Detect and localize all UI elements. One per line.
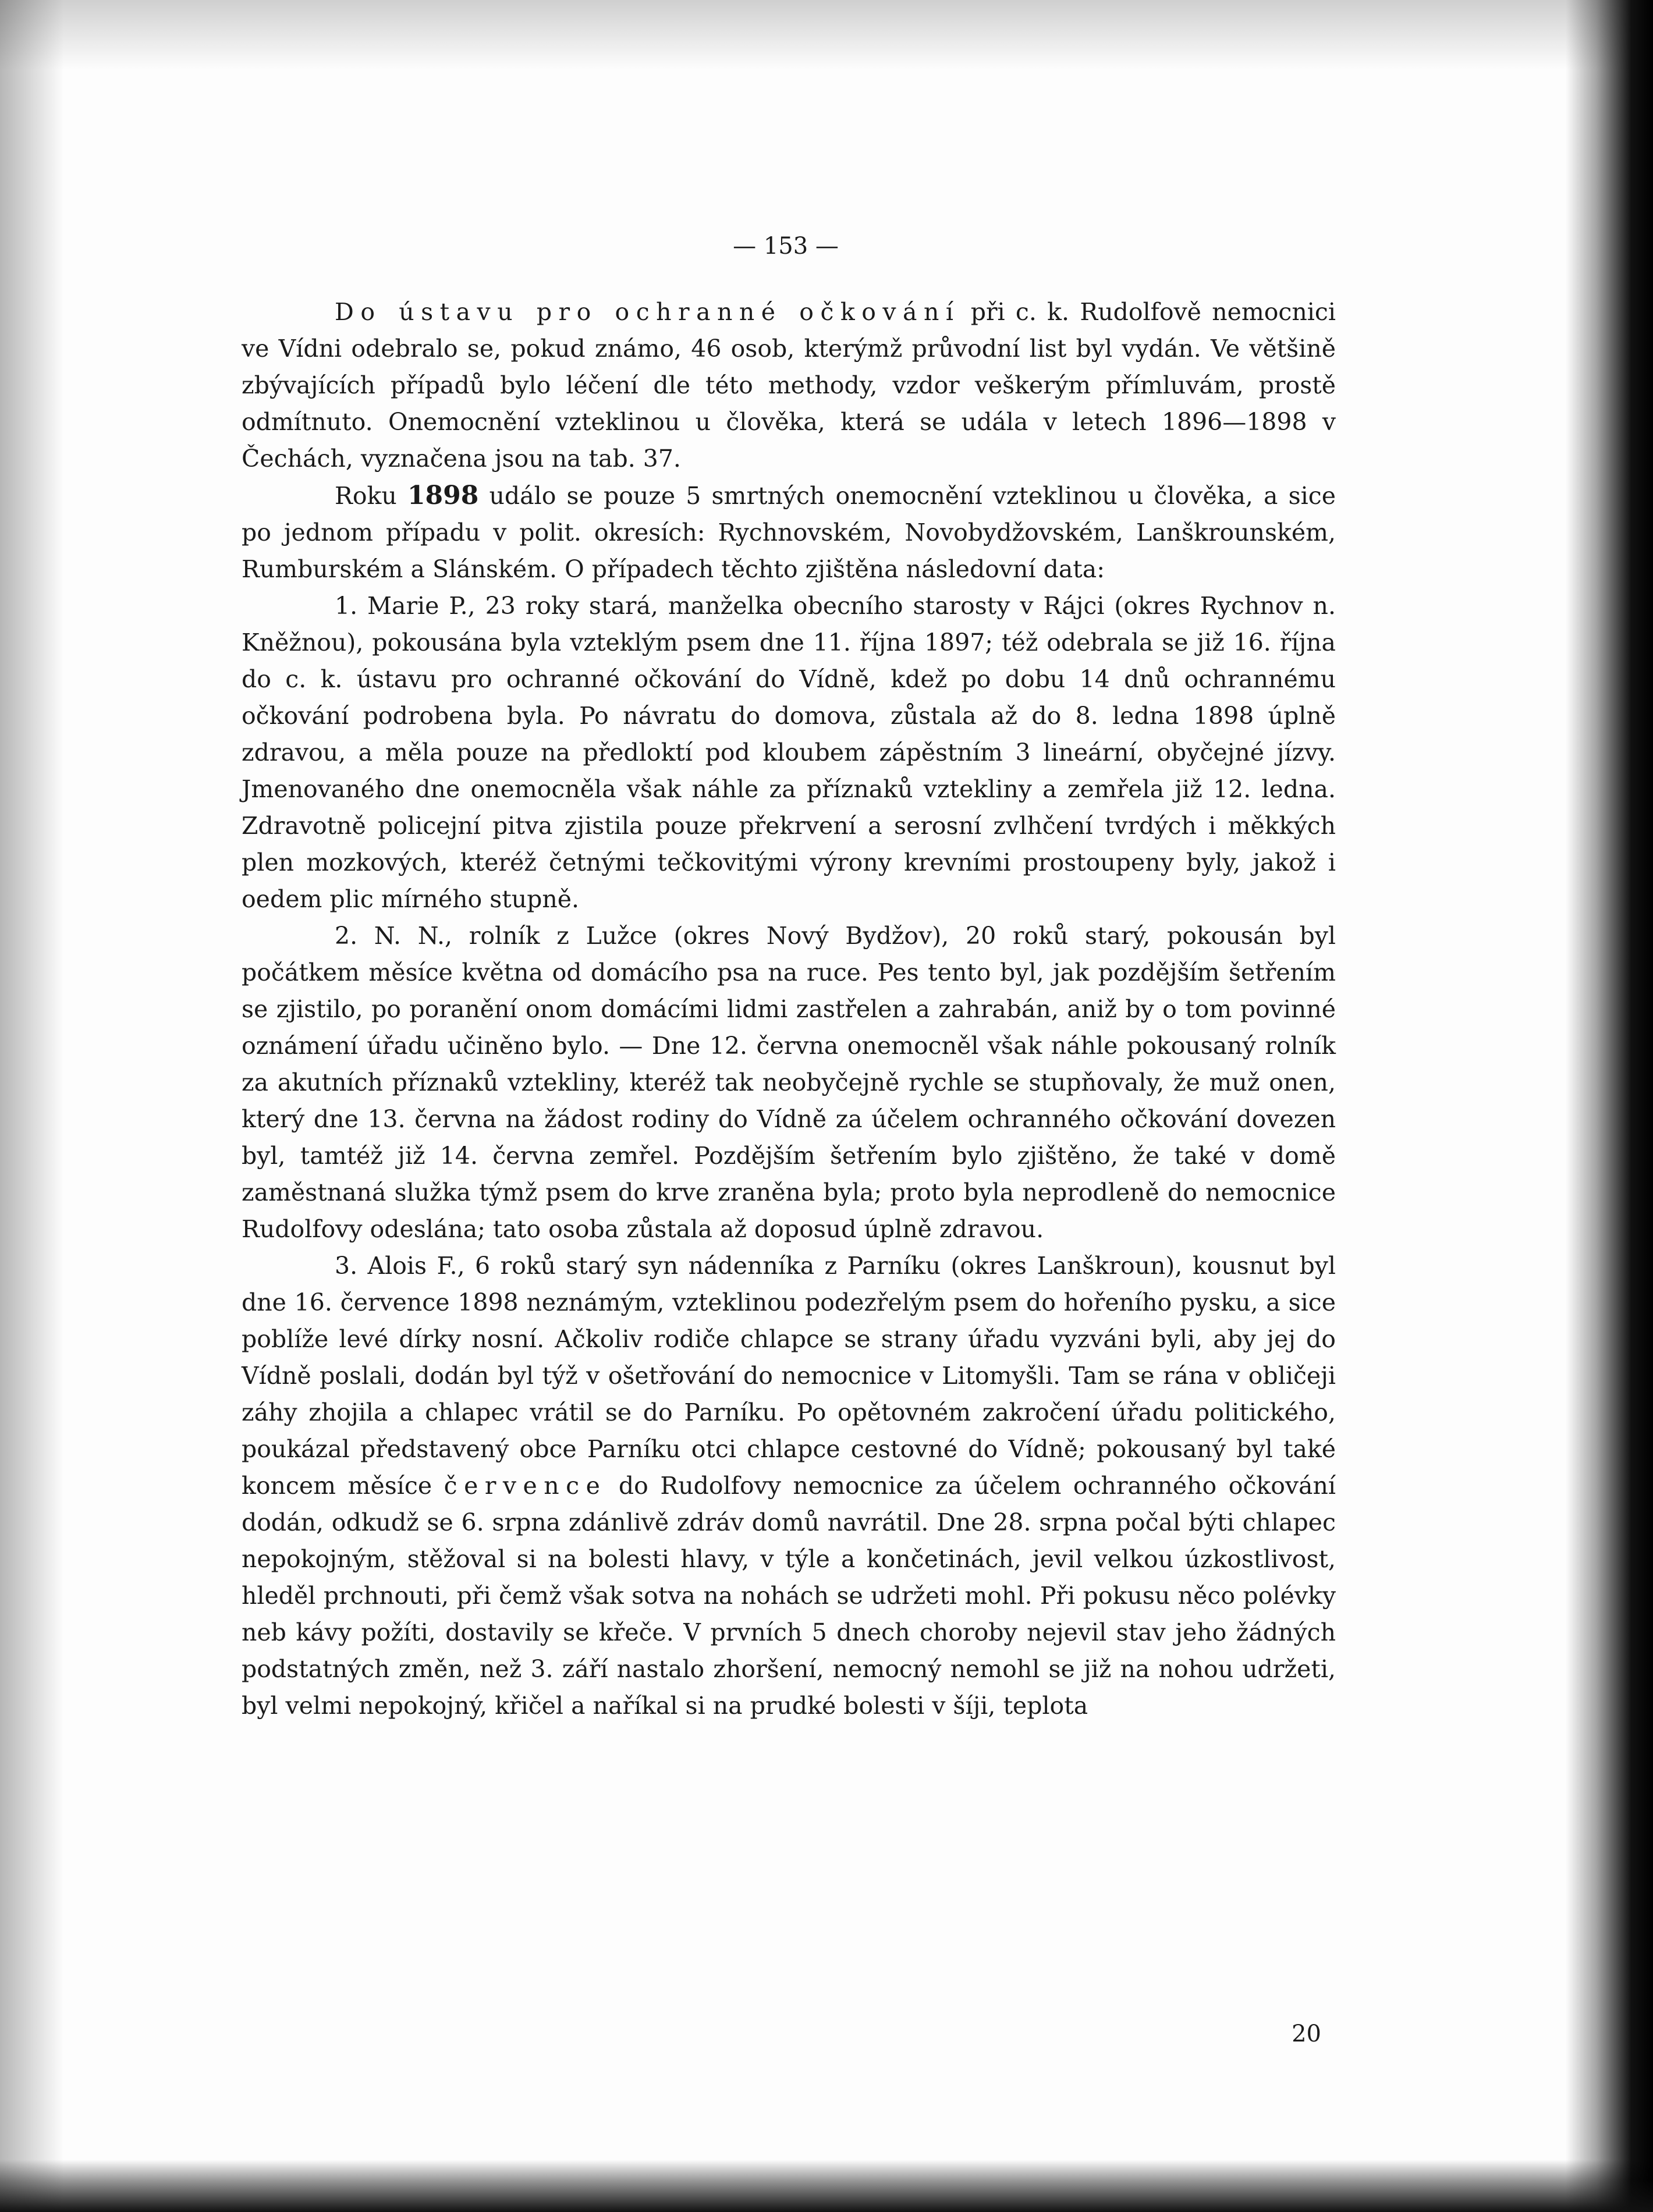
- paragraph-text: při c. k. Rudolfově nemocnici ve Vídni odebralo se, pokud známo, 46 osob, kterýmž průvodní list byl vydán. Ve většině zbývajících případů bylo léčení dle této methody, vzdor veškerým přímluvám, prostě odmítnuto. Onemocnění vzteklinou u člověka, která se udála v letech 1896—1898 v Čechách, vyznačena jsou na tab. 37.: [242, 298, 1336, 473]
- paragraph-case-3: [242, 1248, 1336, 1724]
- scan-shadow-bottom: [0, 2160, 1653, 2212]
- paragraph-case-1: 1. Marie P., 23 roky stará, manželka obecního starosty v Rájci (okres Rychnov n. Kněžnou), pokousána byla vzteklým psem dne 11. října 1897; též odebrala se již 16. října do c. k. ústavu pro ochranné očkování do Vídně, kdež po dobu 14 dnů ochrannému očkování podrobena byla. Po návratu do domova, zůstala až do 8. ledna 1898 úplně zdravou, a měla pouze na předloktí pod kloubem zápěstním 3 lineární, obyčejné jízvy. Jmenovaného dne onemocněla však náhle za příznaků vztekliny a zemřela již 12. ledna. Zdravotně policejní pitva zjistila pouze překrvení a serosní zvlhčení tvrdých i měkkých plen mozkových, kteréž četnými tečkovitými výrony krevními prostoupeny byly, jakož i oedem plic mírného stupně.: [242, 592, 1336, 913]
- scan-shadow-left: [0, 0, 64, 2212]
- paragraph-vaccination-institute: [242, 294, 1336, 477]
- scan-shadow-right: [1566, 0, 1653, 2212]
- paragraph-text: 3. Alois F., 6 roků starý syn nádenníka z Parníku (okres Lanškroun), kousnut byl dne 16. července 1898 neznámým, vzteklinou podezřelým psem do hořeního pysku, a sice poblíže levé dírky nosní. Ačkoliv rodiče chlapce se strany úřadu vyzváni byli, aby jej do Vídně poslali, dodán byl týž v ošetřování do nemocnice v Litomyšli. Tam se rána v obličeji záhy zhojila a chlapec vrátil se do Parníku. Po opětovném zakročení úřadu politického, poukázal představený obce Parníku otci chlapce cestovné do Vídně; pokousaný byl také koncem měsíce: [242, 1252, 1336, 1500]
- page-number: — 153 —: [733, 233, 839, 260]
- signature-mark: 20: [1292, 2021, 1321, 2047]
- body-text: [242, 294, 1336, 1724]
- paragraph-case-2: 2. N. N., rolník z Lužce (okres Nový Bydžov), 20 roků starý, pokousán byl počátkem měsíce května od domácího psa na ruce. Pes tento byl, jak pozdějším šetřením se zjistilo, po poranění onom domácími lidmi zastřelen a zahrabán, aniž by o tom povinné oznámení úřadu učiněno bylo. — Dne 12. června onemocněl však náhle pokousaný rolník za akutních příznaků vztekliny, kteréž tak neobyčejně rychle se stupňovaly, že muž onen, který dne 13. června na žádost rodiny do Vídně za účelem ochranného očkování dovezen byl, tamtéž již 14. června zemřel. Pozdějším šetřením bylo zjištěno, že také v domě zaměstnaná služka týmž psem do krve zraněna byla; proto byla neprodleně do nemocnice Rudolfovy odeslána; tato osoba zůstala až doposud úplně zdravou.: [242, 922, 1336, 1243]
- paragraph-text: do Rudolfovy nemocnice za účelem ochranného očkování dodán, odkudž se 6. srpna zdánlivě zdráv domů navrátil. Dne 28. srpna počal býti chlapec nepokojným, stěžoval si na bolesti hlavy, v týle a končetinách, jevil velkou úzkostlivost, hleděl prchnouti, při čemž však sotva na nohách se udržeti mohl. Při pokusu něco polévky neb kávy požíti, dostavily se křeče. V prvních 5 dnech choroby nejevil stav jeho žádných podstatných změn, než 3. září nastalo zhoršení, nemocný nemohl se již na nohou udržeti, byl velmi nepokojný, křičel a naříkal si na prudké bolesti v šíji, teplota: [242, 1472, 1336, 1720]
- spaced-word: července: [444, 1472, 607, 1500]
- paragraph-lead: Roku: [335, 482, 407, 510]
- paragraph-year-1898: [242, 477, 1336, 588]
- bold-year: 1898: [407, 481, 479, 510]
- paragraph-text: událo se pouze 5 smrtných onemocnění vzteklinou u člověka, a sice po jednom případu v polit. okresích: Rychnovském, Novobydžovském, Lanškrounském, Rumburském a Slánském. O případech těchto zjištěna následovní data:: [242, 482, 1336, 583]
- spaced-heading-phrase: Do ústavu pro ochranné očkování: [335, 298, 960, 326]
- scan-shadow-top: [0, 0, 1653, 70]
